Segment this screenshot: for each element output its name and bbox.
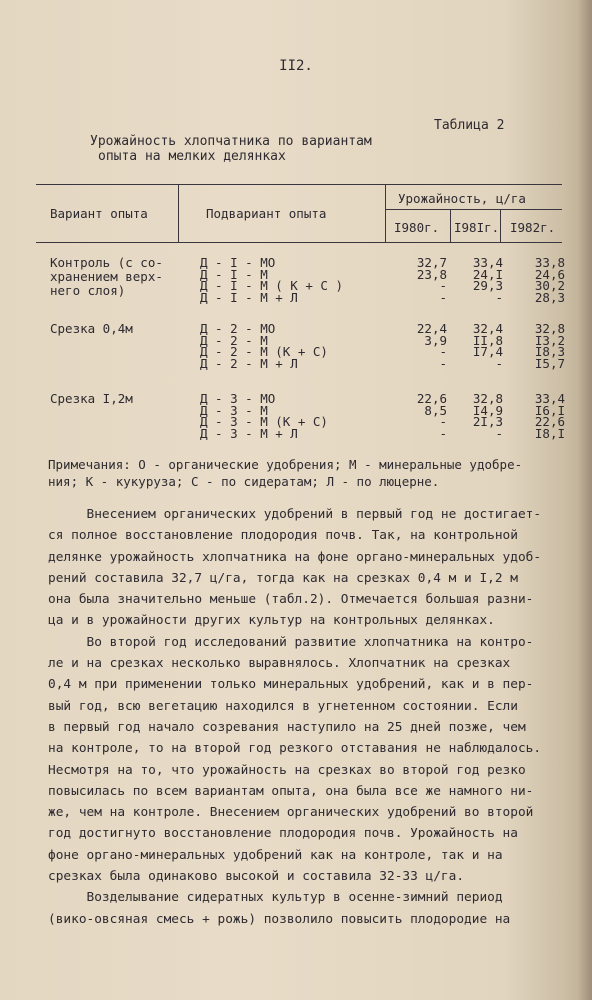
column-divider: [500, 209, 501, 242]
text-line: она была значительно меньше (табл.2). Отмечается большая разни-: [48, 592, 534, 608]
yield-1981-cell: I7,4: [472, 344, 503, 359]
yield-1982-cell: I3,2: [534, 332, 565, 348]
yield-1981-cell: I4,9: [472, 402, 503, 418]
subvariant-cell: Д - I - М + Л: [200, 289, 298, 305]
yield-1980-cell: 23,8: [416, 266, 447, 282]
yield-header-rule: [385, 209, 562, 210]
yield-1980-cell: 22,4: [416, 321, 447, 336]
yield-1980-cell: -: [439, 425, 447, 441]
notes-line: Примечания: О - органические удобрения; М - минеральные удобре-: [48, 457, 523, 472]
text-line: же, чем на контроле. Внесением органических удобрений во второй: [48, 805, 534, 821]
subvariant-cell: Д - I - М ( К + С ): [200, 278, 343, 293]
yield-1982-cell: 24,6: [534, 266, 565, 282]
yield-1980-cell: 3,9: [424, 332, 447, 348]
yield-1982-cell: 33,4: [534, 391, 565, 406]
text-line: на контроле, то на второй год резкого отставания не наблюдалось.: [48, 741, 542, 757]
yield-1981-cell: -: [495, 289, 503, 305]
header-year-1982: I982г.: [510, 220, 556, 235]
subvariant-cell: Д - 2 - М: [200, 332, 268, 348]
yield-1981-cell: 24,I: [472, 266, 503, 282]
yield-1982-cell: I6,I: [534, 402, 565, 418]
yield-1980-cell: 32,7: [416, 255, 447, 270]
yield-1982-cell: 28,3: [534, 289, 565, 305]
yield-1981-cell: 2I,3: [472, 414, 503, 429]
table-label: Таблица 2: [434, 118, 505, 133]
yield-1981-cell: -: [495, 355, 503, 371]
text-line: (вико-овсяная смесь + рожь) позволило повысить плодородие на: [48, 911, 511, 927]
yield-1981-cell: -: [495, 425, 503, 441]
column-divider: [450, 209, 451, 242]
text-line: вый год, всю вегетацию находился в угнетенном состоянии. Если: [48, 698, 518, 714]
yield-1981-cell: II,8: [472, 332, 503, 348]
subvariant-cell: Д - 2 - М + Л: [200, 355, 298, 371]
text-line: Во второй год исследований развитие хлопчатника на контро-: [48, 634, 534, 650]
text-line: рений составила 32,7 ц/га, тогда как на срезках 0,4 м и I,2 м: [48, 570, 518, 586]
table-notes: [48, 456, 568, 490]
body-text: [48, 504, 578, 930]
table-top-rule: [36, 184, 562, 185]
notes-line: ния; К - кукуруза; С - по сидератам; Л - по люцерне.: [48, 474, 440, 489]
text-line: ца и в урожайности других культур на контрольных делянках.: [48, 613, 495, 629]
variant-label: Срезка 0,4м: [50, 321, 133, 336]
yield-1982-cell: 30,2: [534, 278, 565, 293]
yield-1980-cell: -: [439, 344, 447, 359]
text-line: в первый год начало созревания наступило на 25 дней позже, чем: [48, 719, 526, 735]
text-line: делянке урожайность хлопчатника на фоне органо-минеральных удоб-: [48, 549, 542, 565]
yield-1981-cell: 29,3: [472, 278, 503, 293]
text-line: год достигнуто восстановление плодородия почв. Урожайность на: [48, 826, 518, 842]
header-subvariant: Подвариант опыта: [206, 206, 327, 221]
text-line: срезках была одинаково высокой и составила 32-33 ц/га.: [48, 869, 465, 885]
yield-1982-cell: 33,8: [534, 255, 565, 270]
table-caption: [90, 134, 372, 164]
variant-label: Контроль (с со-: [50, 255, 163, 270]
yield-1982-cell: I8,3: [534, 344, 565, 359]
yield-1980-cell: 22,6: [416, 391, 447, 406]
subvariant-cell: Д - 3 - М (К + С): [200, 414, 328, 429]
subvariant-cell: Д - 2 - МО: [200, 321, 276, 336]
yield-1980-cell: -: [439, 355, 447, 371]
yield-1982-cell: I5,7: [534, 355, 565, 371]
caption-line: опыта на мелких делянках: [98, 149, 286, 164]
header-year-1980: I980г.: [394, 220, 440, 235]
text-line: 0,4 м при применении только минеральных удобрений, как и в пер-: [48, 677, 534, 693]
yield-1981-cell: 32,8: [472, 391, 503, 406]
header-year-1981: I98Iг.: [454, 220, 500, 235]
subvariant-cell: Д - I - МО: [200, 255, 276, 270]
text-line: повысилась по всем вариантам опыта, она была все же намного ни-: [48, 783, 534, 799]
text-line: ле и на срезках несколько выравнялось. Хлопчатник на срезках: [48, 656, 511, 672]
header-variant: Вариант опыта: [50, 206, 148, 221]
yield-1982-cell: 22,6: [534, 414, 565, 429]
text-line: Внесением органических удобрений в первый год не достигает-: [48, 507, 542, 522]
text-line: Возделывание сидератных культур в осенне-зимний период: [48, 890, 503, 906]
page-number: II2.: [279, 58, 313, 74]
subvariant-cell: Д - 2 - М (К + С): [200, 344, 328, 359]
yield-1980-cell: 8,5: [424, 402, 447, 418]
variant-label: хранением верх-: [50, 269, 163, 284]
table-header-bottom-rule: [36, 242, 562, 243]
subvariant-cell: Д - 3 - М + Л: [200, 425, 298, 441]
column-divider: [385, 184, 386, 242]
yield-1980-cell: -: [439, 289, 447, 305]
subvariant-cell: Д - 3 - МО: [200, 391, 276, 406]
text-line: фоне органо-минеральных удобрений как на контроле, так и на: [48, 847, 503, 863]
subvariant-cell: Д - 3 - М: [200, 402, 268, 418]
caption-line: Урожайность хлопчатника по вариантам: [90, 134, 372, 149]
yield-1980-cell: -: [439, 414, 447, 429]
yield-1980-cell: -: [439, 278, 447, 293]
yield-1982-cell: I8,I: [534, 425, 565, 441]
text-line: Несмотря на то, что урожайность на срезках во второй год резко: [48, 762, 526, 778]
header-yield: Урожайность, ц/га: [398, 191, 526, 206]
text-line: ся полное восстановление плодородия почв. Так, на контрольной: [48, 528, 518, 544]
page-binding-shadow: [578, 0, 592, 1000]
subvariant-cell: Д - I - М: [200, 266, 268, 282]
yield-1981-cell: 32,4: [472, 321, 503, 336]
yield-1981-cell: 33,4: [472, 255, 503, 270]
variant-label: Срезка I,2м: [50, 391, 133, 406]
variant-label: него слоя): [50, 283, 126, 298]
yield-1982-cell: 32,8: [534, 321, 565, 336]
column-divider: [178, 184, 179, 242]
